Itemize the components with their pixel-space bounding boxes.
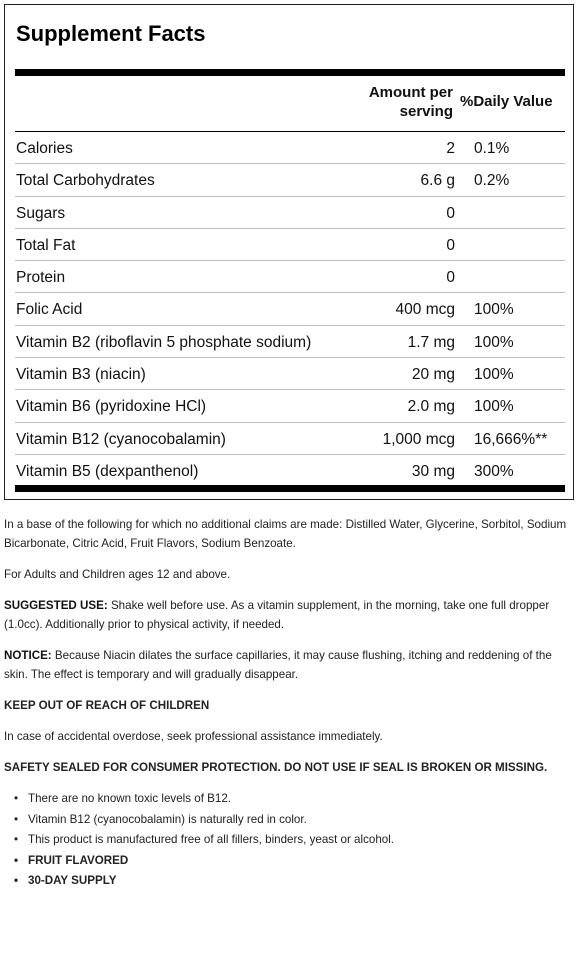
nutrient-row <box>15 358 565 390</box>
notice-text: Because Niacin dilates the surface capillaries, it may cause flushing, itching and reddening of the skin. The effect is temporary and will gradually disappear. <box>4 649 552 681</box>
nutrient-name: Vitamin B3 (niacin) <box>16 366 146 384</box>
list-item-text: This product is manufactured free of all fillers, binders, yeast or alcohol. <box>28 833 395 846</box>
list-item <box>12 789 574 810</box>
nutrient-row <box>15 293 565 325</box>
amount-header-line2: serving <box>399 103 453 120</box>
list-item-text: Vitamin B12 (cyanocobalamin) is naturally red in color. <box>28 812 307 826</box>
nutrient-amount: 0 <box>446 269 455 287</box>
bottom-thick-divider <box>15 485 565 492</box>
supplement-facts-panel <box>4 4 574 500</box>
list-item <box>12 830 574 851</box>
nutrient-daily-value: 100% <box>474 333 514 351</box>
nutrient-amount: 2 <box>446 140 455 157</box>
nutrient-amount: 0 <box>446 204 455 222</box>
keep-out-warning: KEEP OUT OF REACH OF CHILDREN <box>4 699 210 712</box>
ages-text: For Adults and Children ages 12 and above. <box>4 568 231 581</box>
nutrient-row <box>15 423 565 455</box>
nutrient-name: Protein <box>16 269 66 287</box>
nutrient-daily-value: 16,666%** <box>474 430 548 448</box>
nutrient-row <box>15 197 565 229</box>
nutrient-name: Total Carbohydrates <box>16 172 155 190</box>
nutrient-name: Total Fat <box>16 236 76 254</box>
nutrient-amount: 30 mg <box>411 462 455 480</box>
overdose-text: In case of accidental overdose, seek professional assistance immediately. <box>4 730 383 743</box>
nutrient-name: Sugars <box>16 204 66 222</box>
facts-title: Supplement Facts <box>16 21 206 46</box>
suggested-use-label: SUGGESTED USE: <box>4 599 108 612</box>
top-thick-divider <box>15 69 565 76</box>
list-item-text: There are no known toxic levels of B12. <box>28 792 231 805</box>
nutrient-daily-value: 100% <box>474 301 514 319</box>
nutrient-rows <box>15 132 565 486</box>
bullet-icon: • <box>14 792 19 805</box>
notice-label: NOTICE: <box>4 649 52 662</box>
product-information <box>4 515 574 892</box>
nutrient-amount: 20 mg <box>411 366 455 384</box>
list-item <box>12 851 574 872</box>
nutrient-row <box>15 164 565 196</box>
amount-per-serving-header <box>369 83 453 121</box>
nutrient-row <box>15 326 565 358</box>
daily-value-header: %Daily Value <box>460 93 553 110</box>
nutrient-row <box>15 455 565 486</box>
nutrient-row <box>15 390 565 422</box>
bullet-icon: • <box>14 874 19 887</box>
nutrient-amount: 6.6 g <box>420 172 455 190</box>
nutrient-name: Vitamin B5 (dexpanthenol) <box>16 462 199 480</box>
safety-sealed-warning: SAFETY SEALED FOR CONSUMER PROTECTION. DO NOT USE IF SEAL IS BROKEN OR MISSING. <box>4 761 548 774</box>
amount-header-line1: Amount per <box>368 84 453 101</box>
nutrient-daily-value: 100% <box>474 366 514 384</box>
nutrient-daily-value: 0.1% <box>474 140 510 157</box>
nutrient-daily-value: 0.2% <box>474 172 510 190</box>
list-item-text: 30-DAY SUPPLY <box>28 874 117 887</box>
nutrient-amount: 0 <box>446 236 455 254</box>
list-item <box>12 871 574 892</box>
nutrient-name: Calories <box>16 140 73 157</box>
nutrient-row <box>15 132 565 164</box>
nutrient-name: Vitamin B6 (pyridoxine HCl) <box>16 398 207 416</box>
nutrient-amount: 1.7 mg <box>407 333 455 351</box>
nutrient-daily-value: 300% <box>474 462 514 480</box>
list-item <box>12 810 574 831</box>
bullet-icon: • <box>14 812 19 826</box>
suggested-use <box>4 596 574 634</box>
nutrient-row <box>15 261 565 293</box>
nutrient-amount: 400 mcg <box>395 301 455 319</box>
notice <box>4 646 574 684</box>
list-item-text: FRUIT FLAVORED <box>28 853 129 867</box>
nutrient-daily-value: 100% <box>474 398 514 416</box>
nutrient-row <box>15 229 565 261</box>
nutrient-name: Folic Acid <box>16 301 83 319</box>
suggested-use-text: Shake well before use. As a vitamin supplement, in the morning, take one full dropper (1.0cc). Additionally prior to physical activity, if needed. <box>4 599 550 631</box>
nutrient-name: Vitamin B2 (riboflavin 5 phosphate sodium) <box>16 333 312 351</box>
bullet-icon: • <box>14 853 19 867</box>
nutrient-name: Vitamin B12 (cyanocobalamin) <box>16 430 226 448</box>
nutrient-amount: 2.0 mg <box>407 398 455 416</box>
base-ingredients-text: In a base of the following for which no additional claims are made: Distilled Water, Glycerine, Sorbitol, Sodium Bicarbonate, Citric Acid, Fruit Flavors, Sodium Benzoate. <box>4 518 567 550</box>
feature-list <box>4 789 574 892</box>
nutrient-amount: 1,000 mcg <box>382 430 455 448</box>
bullet-icon: • <box>14 833 19 846</box>
